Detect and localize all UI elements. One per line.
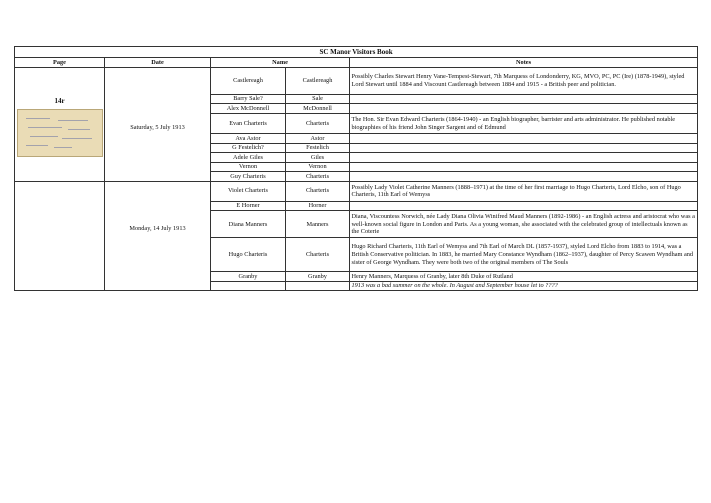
guest-name: Hugo Charteris bbox=[211, 238, 286, 272]
visitors-book-page-thumbnail[interactable] bbox=[17, 109, 103, 157]
header-date: Date bbox=[105, 58, 211, 68]
guest-name: Guy Charteris bbox=[211, 172, 286, 182]
guest-surname: Astor bbox=[286, 134, 350, 144]
header-page: Page bbox=[15, 58, 105, 68]
table-row bbox=[15, 181, 698, 201]
guest-name: Diana Manners bbox=[211, 211, 286, 238]
guest-name: Adele Giles bbox=[211, 153, 286, 163]
guest-surname: Giles bbox=[286, 153, 350, 163]
visitors-book-table bbox=[14, 46, 698, 291]
header-name: Name bbox=[211, 58, 350, 68]
guest-name: Granby bbox=[211, 272, 286, 282]
guest-surname: Charteris bbox=[286, 172, 350, 182]
guest-notes bbox=[350, 104, 698, 114]
page-cell-empty bbox=[15, 181, 105, 291]
guest-surname: Granby bbox=[286, 272, 350, 282]
date-cell bbox=[105, 181, 211, 291]
table-row bbox=[15, 67, 698, 94]
date-1: Saturday, 5 July 1913 bbox=[130, 124, 185, 132]
header-row bbox=[15, 58, 698, 68]
guest-notes: Diana, Viscountess Norwich, née Lady Diana Olivia Winifred Maud Manners (1892-1986) - an English actress and aristocrat who was a well-known social figure in London and Paris. As a young woman, she associated with the celebrated group of intellectuals known as the Coterie bbox=[350, 211, 698, 238]
guest-surname: Vernon bbox=[286, 162, 350, 172]
guest-name: E Horner bbox=[211, 201, 286, 211]
guest-name: Barry Sale? bbox=[211, 94, 286, 104]
header-notes: Notes bbox=[350, 58, 698, 68]
guest-name: G Festelich? bbox=[211, 143, 286, 153]
guest-notes bbox=[350, 172, 698, 182]
date-cell bbox=[105, 67, 211, 181]
guest-surname: Charteris bbox=[286, 114, 350, 134]
guest-notes bbox=[350, 94, 698, 104]
footer-note: 1913 was a bad summer on the whole. In August and September house let to ???? bbox=[350, 281, 698, 291]
page-cell bbox=[15, 67, 105, 181]
guest-notes: Possibly Charles Stewart Henry Vane-Tempest-Stewart, 7th Marquess of Londonderry, KG, MVO, PC, PC (Ire) (1878-1949), styled Lord Stewart until 1884 and Viscount Castlereagh between 1884 and 1915 - a British peer and politician. bbox=[350, 67, 698, 94]
guest-name: Castlereagh bbox=[211, 67, 286, 94]
sheet-title: SC Manor Visitors Book bbox=[15, 47, 698, 58]
date-2: Monday, 14 July 1913 bbox=[129, 225, 186, 233]
guest-surname: Festelich bbox=[286, 143, 350, 153]
guest-notes bbox=[350, 162, 698, 172]
guest-surname: Manners bbox=[286, 211, 350, 238]
guest-name: Violet Charteris bbox=[211, 181, 286, 201]
guest-notes bbox=[350, 134, 698, 144]
guest-surname: Sale bbox=[286, 94, 350, 104]
guest-surname: Horner bbox=[286, 201, 350, 211]
page-label: 14r bbox=[54, 96, 65, 105]
guest-notes: The Hon. Sir Evan Edward Charteris (1864-1940) - an English biographer, barrister and arts administrator. He published notable biographies of his friend John Singer Sargent and of Edmund bbox=[350, 114, 698, 134]
guest-name: Ava Astor bbox=[211, 134, 286, 144]
guest-name: Alex McDonnell bbox=[211, 104, 286, 114]
guest-surname: McDonnell bbox=[286, 104, 350, 114]
guest-name: Vernon bbox=[211, 162, 286, 172]
guest-notes bbox=[350, 143, 698, 153]
guest-notes bbox=[350, 153, 698, 163]
guest-notes: Henry Manners, Marquess of Granby, later 8th Duke of Rutland bbox=[350, 272, 698, 282]
guest-surname: Charteris bbox=[286, 238, 350, 272]
guest-name: Evan Charteris bbox=[211, 114, 286, 134]
guest-notes bbox=[350, 201, 698, 211]
guest-surname: Castlereagh bbox=[286, 67, 350, 94]
guest-notes: Possibly Lady Violet Catherine Manners (1888–1971) at the time of her first marriage to Hugo Charteris, Lord Elcho, son of Hugo Charteris, 11th Earl of Wemyss bbox=[350, 181, 698, 201]
title-row bbox=[15, 47, 698, 58]
guest-notes: Hugo Richard Charteris, 11th Earl of Wemyss and 7th Earl of March DL (1857-1937), styled Lord Elcho from 1883 to 1914, was a British Conservative politician. In 1883, he married Mary Constance Wyndham (1862–1937), daughter of Percy Scawen Wyndham and sister of George Wyndham. They were both two of the original members of The Souls bbox=[350, 238, 698, 272]
empty-cell bbox=[211, 281, 286, 291]
empty-cell bbox=[286, 281, 350, 291]
guest-surname: Charteris bbox=[286, 181, 350, 201]
